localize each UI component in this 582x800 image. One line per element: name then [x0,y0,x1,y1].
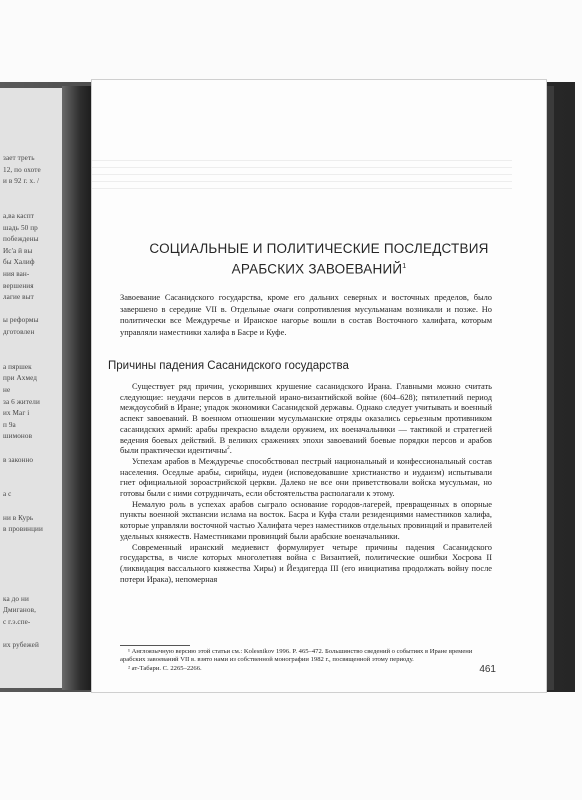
bleed-through-text [92,160,512,190]
chapter-title-line-2 [92,258,546,279]
left-page-line: их рубежей [3,641,39,650]
left-page-line: шадь 50 пр [3,223,38,232]
chapter-title-line-1: СОЦИАЛЬНЫЕ И ПОЛИТИЧЕСКИЕ ПОСЛЕДСТВИЯ [149,241,489,256]
left-page-line: и в 92 г. х. / [3,177,40,186]
footnote-ref: 2 [227,445,230,452]
left-page-line: за 6 жители [3,397,40,406]
paragraph: Успехам арабов в Междуречье способствовал пестрый национальный и конфессиональный состав населения. Оседлые арабы, сирийцы, иудеи (исповедовавшие христианство и иудаизм) испытывали гнет официальной зороастрийской церкви. Далеко не все они приветствовали войска мусульман, но готовы были с ними сотрудничать, если обстоятельства располагали к этому. [120,456,492,499]
left-page-line: Дмиганов, [3,606,36,615]
left-page-line: дготовлен [3,328,35,336]
footnote: ² ат-Табари. С. 2265–2266. [128,664,202,672]
section-title: Причины падения Сасанидского государства [108,360,349,372]
book-right-edge [546,86,554,690]
intro-text: Завоевание Сасанидского государства, кроме его дальних северных и восточных пределов, было завершено в середине VII в. Отдельные очаги сопротивления мусульманам возникали и позже. Но политически все Междуречье и Иранское нагорье вошли в состав Восточного халифата, которым управляли наместники халифа в Басре и Куфе. [120,293,492,337]
footnote-separator [120,645,190,646]
paragraph: Немалую роль в успехах арабов сыграло основание городов-лагерей, превращенных в опорные пункты военной экспансии ислама на восток. Басра и Куфа стали резиденциями наместников халифа, которые управляли восточной частью Халифата через наместников отдельных провинций и правителей удельных княжеств. Наместниками провинций были арабские военачальники. [120,499,492,541]
paragraph [120,382,492,457]
left-page-line: п 9а [3,420,16,429]
left-page-line: в законно [3,455,34,464]
chapter-title [92,240,546,279]
body-text [120,382,492,585]
left-page-line: бы Халиф [3,258,35,267]
left-page-fragment [0,88,62,688]
left-page-line: а,ва каспт [3,212,35,220]
paragraph: Современный иранский медиевист формулирует четыре причины падения Сасанидского государства, в числе которых многолетняя война с Византией, политические ошибки Хосрова II (ликвидация вассального княжества Хиры) и Йездигерда III (его инициатива продолжать войну после потери Ирака), непомерная [120,542,492,584]
left-page-line: а пяршек [3,362,32,371]
left-page-line: Ис'а й вы [3,246,33,255]
left-page-line: ни в Курь [3,513,34,522]
left-page-line: в провинции [3,525,43,534]
left-page-line: а с [3,490,12,499]
left-page-line: побеждены [3,235,39,244]
left-page-line: не [3,386,11,394]
paragraph-text: Существует ряд причин, ускоривших крушение сасанидского Ирана. Главными можно считать следующие: неудачи персов в длительной ирано-византийской войне (604–628); пятилетний период междоусобий в Иране; упадок экономики Сасанидской державы. Однако следует учитывать и военный аспект завоеваний. В военном отношении мусульманские отряды оказались серьезным противником сасанидских армий: арабы прекрасно владели оружием, их военачальники — тактикой и стратегией ведения боевых действий. В великих сражениях эпохи завоеваний боевые порядки персов и арабов были практически идентичны [120,382,492,456]
footnotes [120,648,492,673]
left-page-line: ния ван- [3,270,30,278]
left-page-line: ы реформы [3,316,39,325]
left-page-line: с г.э.спе- [3,618,31,626]
left-page-line: вершения [3,281,34,290]
left-page-line: лагие выт [3,293,34,302]
intro-paragraph [120,292,492,338]
page-number: 461 [479,664,496,675]
left-page-line: их Маг і [3,409,30,418]
left-page-line: при Ахмед [3,374,38,383]
left-page-line: ка до ни [3,594,29,603]
paragraph-tail: . [229,446,232,456]
chapter-title-line-2-text: АРАБСКИХ ЗАВОЕВАНИЙ [231,261,403,277]
chapter-footnote-mark: 1 [402,263,407,270]
left-page-line: шимонов [3,432,33,441]
book-spine [62,86,92,690]
footnote: ¹ Англоязычную версию этой статьи см.: Kolesnikov 1996. P. 465–472. Большинство сведений о событиях в Иране времени арабских завоеваний VII в. взято нами из собственной монографии 1982 г., посвященной этому периоду. [120,648,473,664]
left-page-line: 12, по охоте [3,165,41,174]
left-page-line: зает треть [3,154,35,162]
